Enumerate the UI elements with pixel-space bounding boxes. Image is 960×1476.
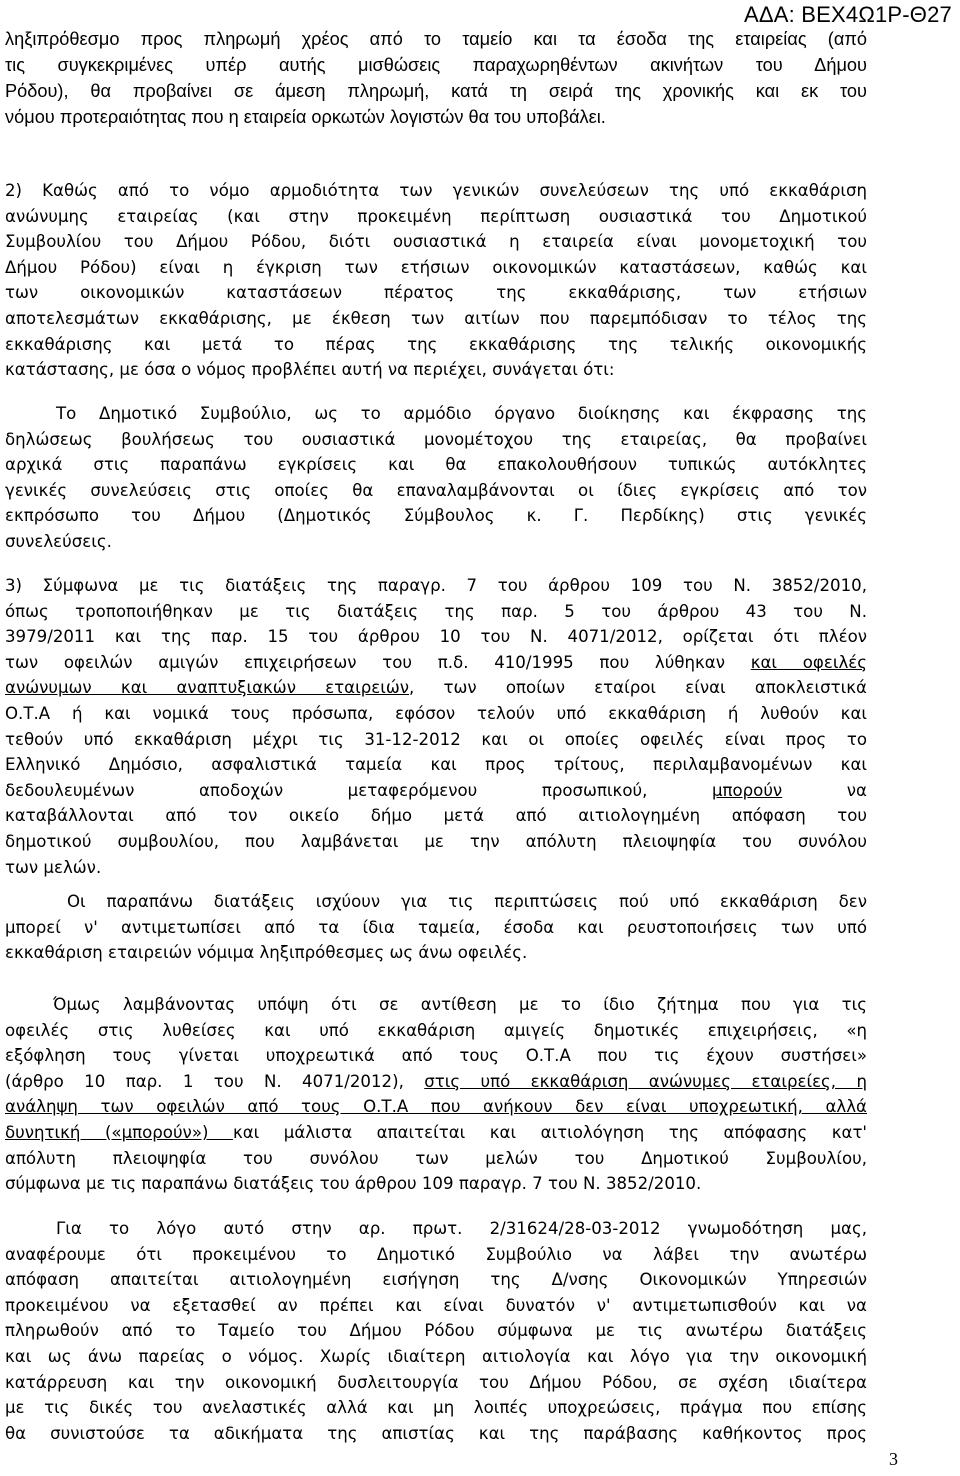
paragraph-continuation [5, 26, 867, 130]
paragraph-dimotiko [5, 401, 867, 555]
text-line: Οι παραπάνω διατάξεις ισχύουν για τις περιπτώσεις πού υπό εκκαθάριση δεν [67, 892, 867, 911]
text-line [5, 1094, 867, 1120]
text-line: δημοτικού συμβουλίου, που λαμβάνεται με την απόλυτη πλειοψηφία του συνόλου [5, 831, 867, 851]
text-run: και μάλιστα απαιτείται και αιτιολόγηση της απόφασης κατ' [232, 1122, 867, 1142]
paragraph-2 [5, 178, 867, 383]
text-line: σύμφωνα με τις παραπάνω διατάξεις του άρθρου 109 παραγρ. 7 του Ν. 3852/2010. [5, 1174, 702, 1194]
text-line [5, 1069, 867, 1095]
underlined-text: μπορούν [711, 780, 783, 800]
text-run: δεδουλευμένων αποδοχών μεταφερόμενου προσωπικού, [5, 780, 712, 800]
text-line: προκειμένου να εξετασθεί αν πρέπει και είναι δυνατόν ν' αντιμετωπισθούν και να [5, 1295, 867, 1315]
text-line: Όμως λαμβάνοντας υπόψη ότι σε αντίθεση με το ίδιο ζήτημα που για τις [53, 995, 867, 1014]
text-line: αποτελεσμάτων εκκαθάρισης, με έκθεση των αιτίων που παρεμπόδισαν το τέλος της [5, 308, 867, 328]
paragraph-3 [5, 573, 867, 880]
text-line: μπορεί ν' αντιμετωπίσει από τα ίδια ταμεία, έσοδα και ρευστοποιήσεις των υπό [5, 917, 867, 937]
text-line: εκκαθάρισης και μετά το πέρας της εκκαθάρισης της τελικής οικονομικής [5, 334, 867, 354]
text-line: καταβάλλονται από τον οικείο δήμο μετά από αιτιολογημένη απόφαση του [5, 806, 867, 826]
text-line: απόφαση απαιτείται αιτιολογημένη εισήγηση της Δ/νσης Οικονομικών Υπηρεσιών [5, 1270, 867, 1290]
text-line: τις συγκεκριμένες υπέρ αυτής μισθώσεις παραχωρηθέντων ακινήτων του Δήμου [5, 55, 867, 75]
text-line: των μελών. [5, 857, 102, 877]
text-line: νόμου προτεραιότητας που η εταιρεία ορκωτών λογιστών θα του υποβάλει. [5, 107, 606, 127]
text-line: απόλυτη πλειοψηφία του συνόλου των μελών του Δημοτικού Συμβουλίου, [5, 1148, 867, 1168]
text-line [5, 675, 867, 701]
text-line: κατάρρευση και την οικονομική δυσλειτουργία του Δήμου Ρόδου, σε σχέση ιδιαίτερα [5, 1372, 867, 1392]
paragraph-oi-parapano [5, 889, 867, 966]
text-line: με τις δικές του ανελαστικές αλλά και μη λοιπές υποχρεώσεις, πράγμα που επίσης [5, 1398, 867, 1418]
text-line: πληρωθούν από το Ταμείο του Δήμου Ρόδου σύμφωνα με τις ανωτέρω διατάξεις [5, 1321, 867, 1341]
text-line [5, 650, 867, 676]
text-line: τεθούν υπό εκκαθάριση μέχρι τις 31-12-2012 και οι οποίες οφειλές είναι προς το [5, 729, 867, 749]
text-run: , των οποίων εταίροι είναι αποκλειστικά [409, 678, 867, 698]
text-line: Συμβουλίου του Δήμου Ρόδου, διότι ουσιαστικά η εταιρεία είναι μονομετοχική του [5, 232, 867, 252]
text-run: να [782, 780, 867, 800]
underlined-text: και οφειλές [750, 652, 867, 672]
paragraph-omos [5, 992, 867, 1197]
text-line: ληξιπρόθεσμο προς πληρωμή χρέος από το ταμείο και τα έσοδα της εταιρείας (από [5, 29, 867, 49]
text-line [5, 778, 867, 804]
underlined-text: ανώνυμων και αναπτυξιακών εταιρειών [5, 678, 409, 698]
ada-code: ΑΔΑ: ΒΕΧ4Ω1Ρ-Θ27 [744, 2, 952, 27]
text-line: συνελεύσεις. [5, 531, 112, 551]
text-line: εκπρόσωπο του Δήμου (Δημοτικός Σύμβουλος κ. Γ. Περδίκης) στις γενικές [5, 506, 867, 526]
text-line: αρχικά στις παραπάνω εγκρίσεις και θα επακολουθήσουν τυπικώς αυτόκλητες [5, 455, 867, 475]
underlined-text: στις υπό εκκαθάριση ανώνυμες εταιρείες, η [424, 1071, 867, 1091]
text-line: εκκαθάριση εταιρειών νόμιμα ληξιπρόθεσμες ως άνω οφειλές. [5, 943, 528, 963]
text-line: Για το λόγο αυτό στην αρ. πρωτ. 2/31624/28-03-2012 γνωμοδότηση μας, [56, 1219, 867, 1238]
underlined-text: δυνητική («μπορούν») [5, 1122, 233, 1142]
text-line: Ο.Τ.Α ή και νομικά τους πρόσωπα, εφόσον τελούν υπό εκκαθάριση ή λυθούν και [5, 703, 867, 723]
text-line: Το Δημοτικό Συμβούλιο, ως το αρμόδιο όργανο διοίκησης και έκφρασης της [56, 404, 867, 423]
text-line: εξόφληση τους γίνεται υποχρεωτικά από τους Ο.Τ.Α που τις έχουν συστήσει» [5, 1046, 867, 1066]
text-line: δηλώσεως βουλήσεως του ουσιαστικά μονομέτοχου της εταιρείας, θα προβαίνει [5, 429, 867, 449]
paragraph-logo [5, 1216, 867, 1446]
text-line: οφειλές στις λυθείσες και υπό εκκαθάριση αμιγείς δημοτικές επιχειρήσεις, «η [5, 1020, 867, 1040]
text-line: 2) Καθώς από το νόμο αρμοδιότητα των γενικών συνελεύσεων της υπό εκκαθάριση [5, 181, 867, 200]
text-line: Δήμου Ρόδου) είναι η έγκριση των ετήσιων οικονομικών καταστάσεων, καθώς και [5, 257, 867, 277]
text-line: Ρόδου), θα προβαίνει σε άμεση πληρωμή, κατά τη σειρά της χρονικής και εκ του [5, 81, 867, 101]
text-line: ανώνυμης εταιρείας (και στην προκειμένη περίπτωση ουσιαστικά του Δημοτικού [5, 206, 867, 226]
text-line: αναφέρουμε ότι προκειμένου το Δημοτικό Συμβούλιο να λάβει την ανωτέρω [5, 1244, 867, 1264]
page-number: 3 [889, 1449, 898, 1469]
text-run: των οφειλών αμιγών επιχειρήσεων του π.δ. 410/1995 που λύθηκαν [5, 652, 751, 672]
underlined-text: ανάληψη των οφειλών από τους Ο.Τ.Α που ανήκουν δεν είναι υποχρεωτική, αλλά [5, 1097, 867, 1117]
text-line: και ως άνω παρείας ο νόμος. Χωρίς ιδιαίτερη αιτιολογία και λόγο για την οικονομική [5, 1346, 867, 1366]
text-line: θα συνιστούσε τα αδικήματα της απιστίας και της παράβασης καθήκοντος προς [5, 1423, 867, 1443]
text-line: των οικονομικών καταστάσεων πέρατος της εκκαθάρισης, των ετήσιων [5, 283, 867, 303]
text-line: όπως τροποποιήθηκαν με τις διατάξεις της παρ. 5 του άρθρου 43 του Ν. [5, 601, 867, 621]
text-line: Ελληνικό Δημόσιο, ασφαλιστικά ταμεία και προς τρίτους, περιλαμβανομένων και [5, 755, 867, 775]
text-run: (άρθρο 10 παρ. 1 του Ν. 4071/2012), [5, 1071, 425, 1091]
text-line: 3) Σύμφωνα με τις διατάξεις της παραγρ. 7 του άρθρου 109 του Ν. 3852/2010, [5, 576, 867, 595]
text-line [5, 1120, 867, 1146]
text-line: κατάστασης, με όσα ο νόμος προβλέπει αυτή να περιέχει, συνάγεται ότι: [5, 360, 615, 380]
text-line: γενικές συνελεύσεις στις οποίες θα επαναλαμβάνονται οι ίδιες εγκρίσεις από τον [5, 480, 867, 500]
text-line: 3979/2011 και της παρ. 15 του άρθρου 10 του Ν. 4071/2012, ορίζεται ότι πλέον [5, 627, 867, 647]
